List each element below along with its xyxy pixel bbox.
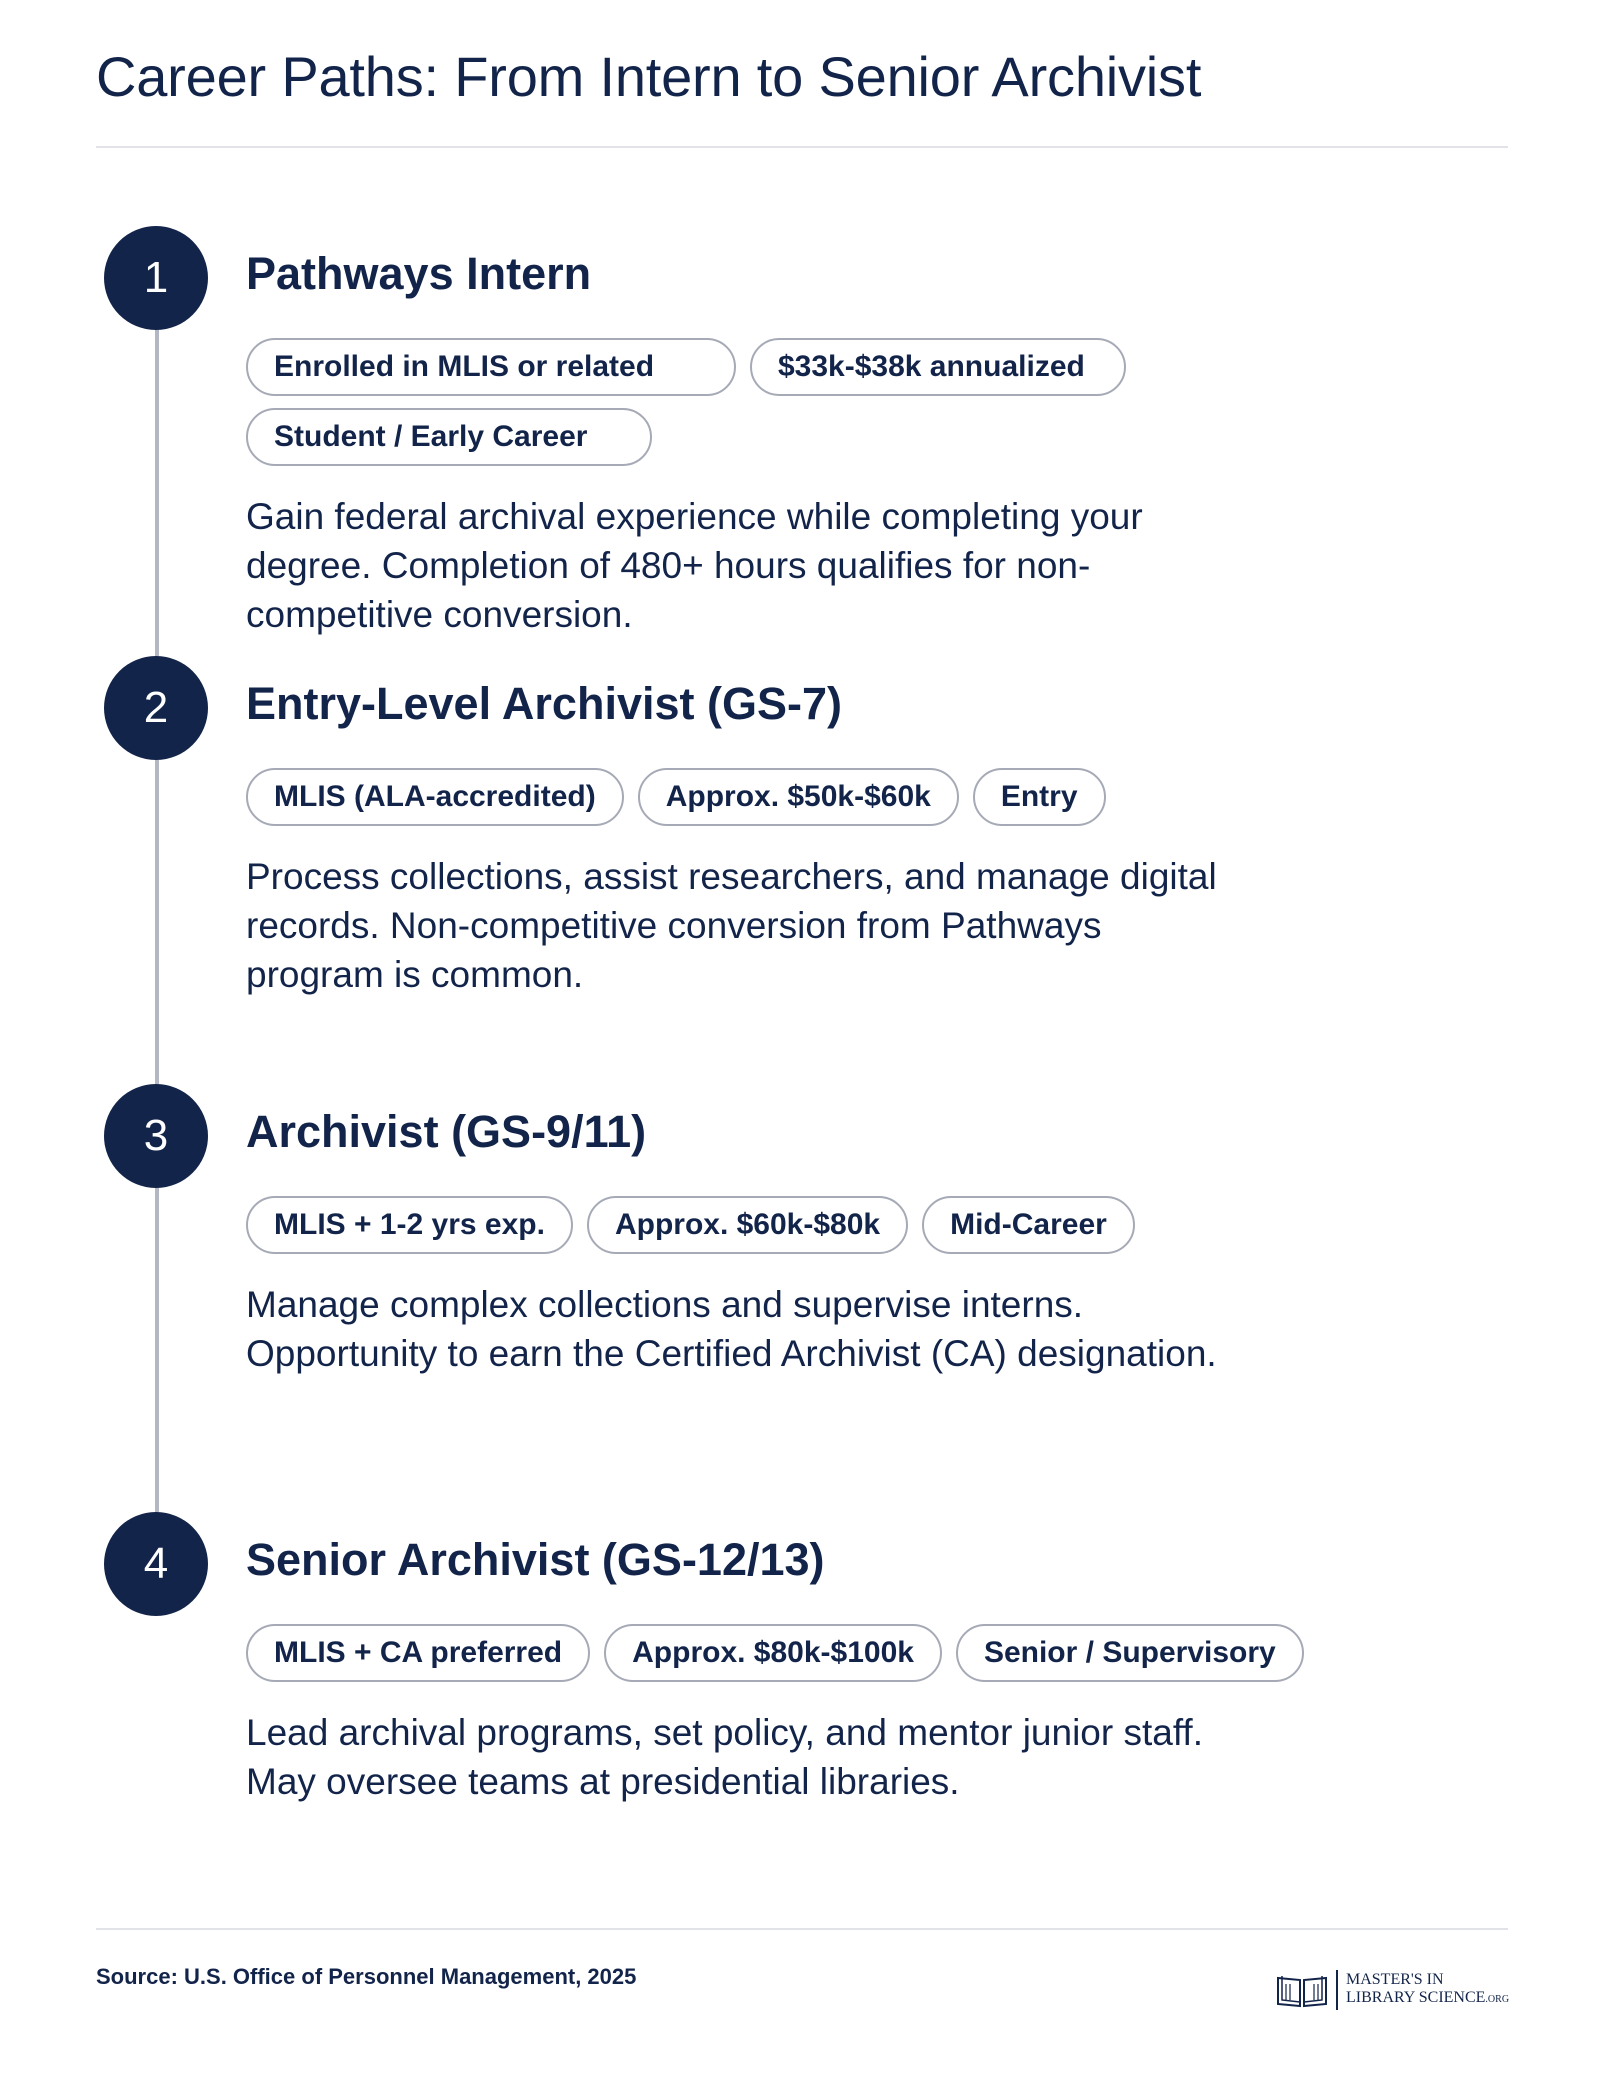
level-tag: Mid-Career [922, 1196, 1135, 1254]
requirement-tag: MLIS + CA preferred [246, 1624, 590, 1682]
footer-divider [96, 1928, 1508, 1930]
step-title: Entry-Level Archivist (GS-7) [246, 678, 842, 729]
step-number-badge: 3 [104, 1084, 208, 1188]
header-divider [96, 146, 1508, 148]
level-tag: Entry [973, 768, 1106, 826]
source-note: Source: U.S. Office of Personnel Management, 2025 [96, 1964, 637, 1989]
step-number-badge: 4 [104, 1512, 208, 1616]
salary-tag: Approx. $80k-$100k [604, 1624, 942, 1682]
step-description: Gain federal archival experience while completing your degree. Completion of 480+ hours qualifies for non-competitive conversion. [246, 496, 1143, 635]
step-number-badge: 2 [104, 656, 208, 760]
step-description: Process collections, assist researchers, and manage digital records. Non-competitive conversion from Pathways program is common. [246, 856, 1217, 995]
page-title: Career Paths: From Intern to Senior Archivist [96, 45, 1202, 108]
logo-line-2: LIBRARY SCIENCE [1346, 1989, 1486, 2006]
step-title: Archivist (GS-9/11) [246, 1106, 647, 1157]
site-logo [1274, 1970, 1509, 2010]
logo-wordmark [1346, 1971, 1509, 2009]
step-tags [246, 768, 1146, 826]
step-description: Lead archival programs, set policy, and mentor junior staff. May oversee teams at presidential libraries. [246, 1712, 1203, 1802]
level-tag: Student / Early Career [246, 408, 652, 466]
requirement-tag: MLIS + 1-2 yrs exp. [246, 1196, 573, 1254]
logo-divider [1336, 1970, 1338, 2010]
step-title: Pathways Intern [246, 248, 592, 299]
step-tags [246, 1624, 1446, 1682]
open-book-icon [1274, 1970, 1330, 2010]
step-tags [246, 1196, 1146, 1254]
requirement-tag: MLIS (ALA-accredited) [246, 768, 624, 826]
salary-tag: Approx. $60k-$80k [587, 1196, 908, 1254]
salary-tag: $33k-$38k annualized [750, 338, 1126, 396]
timeline-line [155, 280, 159, 1520]
salary-tag: Approx. $50k-$60k [638, 768, 959, 826]
step-tags [246, 338, 1146, 466]
level-tag: Senior / Supervisory [956, 1624, 1304, 1682]
step-number-badge: 1 [104, 226, 208, 330]
logo-line-1: MASTER'S IN [1346, 1971, 1444, 1988]
step-description: Manage complex collections and supervise interns. Opportunity to earn the Certified Archivist (CA) designation. [246, 1284, 1217, 1374]
requirement-tag: Enrolled in MLIS or related [246, 338, 736, 396]
step-title: Senior Archivist (GS-12/13) [246, 1534, 825, 1585]
logo-suffix: .ORG [1485, 1994, 1510, 2005]
